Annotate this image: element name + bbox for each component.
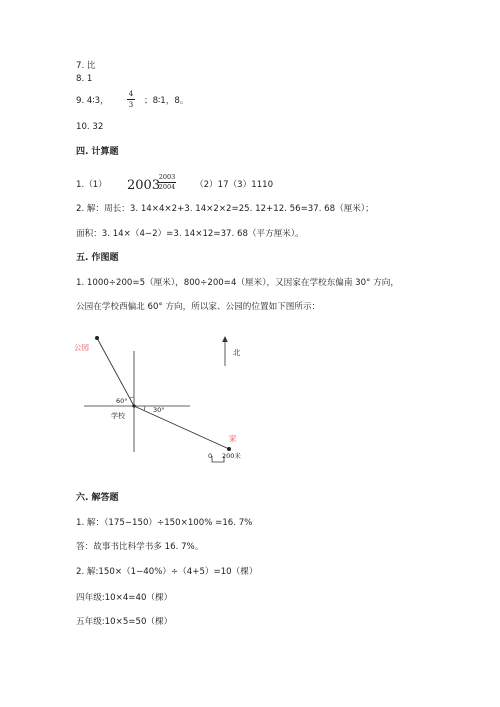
line-to-home (134, 406, 229, 449)
section-5-title: 五. 作图题 (76, 253, 119, 263)
section-6-q2-line1: 2. 解:150×（1−40%）÷（4+5）=10（棵） (76, 567, 258, 577)
answer-9-prefix: 9. 4∶3， (76, 96, 109, 106)
north-arrow-icon (222, 336, 228, 342)
section-4-q1-label: 1.（1） (76, 180, 107, 190)
angle-arc-60 (130, 397, 134, 398)
answer-9-suffix: ；8∶1，8。 (144, 96, 189, 106)
section-4-q2-line2: 面积：3. 14×（4−2）=3. 14×12=37. 68（平方厘米）。 (76, 229, 304, 239)
park-point (95, 336, 99, 340)
park-label: 公园 (74, 343, 89, 352)
school-label: 学校 (111, 412, 125, 420)
section-6-q1-line1: 1. 解：（175−150）÷150×100% =16. 7% (76, 518, 253, 528)
answer-9-fraction-numerator: 4 (128, 90, 134, 98)
school-point (132, 404, 135, 407)
angle-label-60: 60° (116, 397, 128, 405)
answer-9-fraction-denominator: 3 (128, 101, 134, 109)
north-label: 北 (233, 348, 241, 357)
home-point (227, 447, 231, 451)
line-to-park (97, 338, 134, 406)
section-6-q2-line3: 五年级:10×5=50（棵） (76, 617, 173, 627)
answer-10: 10. 32 (76, 122, 104, 132)
home-label: 家 (229, 434, 237, 443)
section-5-line2: 公园在学校西偏北 60° 方向，所以家、公园的位置如下图所示： (76, 302, 321, 312)
angle-label-30: 30° (153, 406, 165, 414)
mixed-number-whole: 2003 (127, 178, 161, 193)
section-6-title: 六. 解答题 (76, 493, 119, 503)
section-5-line1: 1. 1000÷200=5（厘米），800÷200=4（厘米），又因家在学校东偏南 30° 方向， (76, 278, 399, 288)
section-6-q1-line2: 答：故事书比科学书多 16. 7%。 (76, 542, 204, 552)
section-6-q2-line2: 四年级:10×4=40（棵） (76, 593, 173, 603)
section-4-q2-line1: 2. 解：周长：3. 14×4×2+3. 14×2×2=25. 12+12. 56=37. 68（厘米）； (76, 204, 374, 214)
scale-zero-label: 0 (208, 452, 213, 460)
angle-arc-30 (144, 406, 145, 411)
scale-length-label: 200米 (222, 452, 241, 460)
section-4-q1-rest: （2）17（3）1110 (195, 180, 274, 190)
answer-8: 8. 1 (76, 74, 93, 84)
section-4-title: 四. 计算题 (76, 147, 119, 157)
mixed-number-denominator: 2004 (158, 183, 176, 191)
mixed-number-numerator: 2003 (158, 173, 176, 181)
answer-7: 7. 比 (76, 61, 96, 71)
